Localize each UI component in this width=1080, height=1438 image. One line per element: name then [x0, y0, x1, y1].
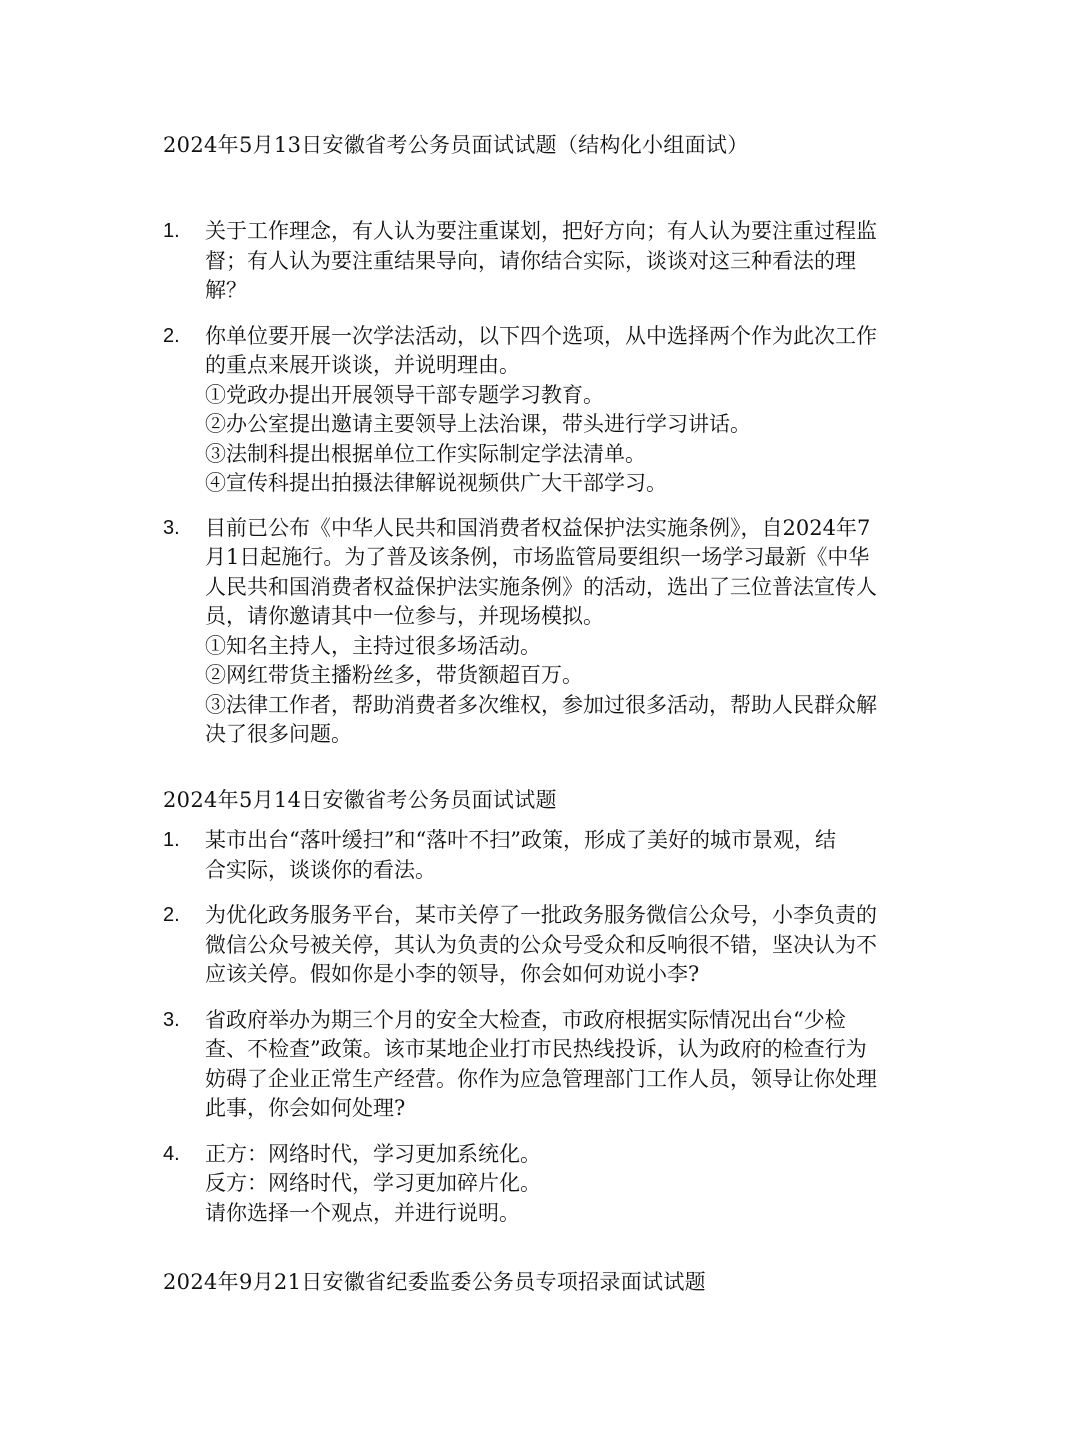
option-line: ①党政办提出开展领导干部专题学习教育。	[205, 382, 604, 407]
question-text-line: 请你选择一个观点，并进行说明。	[205, 1200, 520, 1225]
question-item	[163, 826, 913, 885]
option-line: ②网红带货主播粉丝多，带货额超百万。	[205, 663, 583, 687]
question-text-line: 解？	[205, 278, 247, 302]
option-line: ②办公室提出邀请主要领导上法治课，带头进行学习讲话。	[205, 412, 751, 436]
question-number: 3.	[163, 1008, 180, 1031]
option-line: 决了很多问题。	[205, 722, 352, 746]
question-text-line: 你单位要开展一次学法活动，以下四个选项，从中选择两个作为此次工作	[205, 323, 877, 348]
question-text-line: 合实际，谈谈你的看法。	[205, 857, 436, 882]
question-item	[163, 901, 913, 990]
question-item	[163, 322, 913, 499]
question-item	[163, 514, 913, 750]
question-text-line: 员，请你邀请其中一位参与，并现场模拟。	[205, 604, 604, 628]
question-text-line: 目前已公布《中华人民共和国消费者权益保护法实施条例》，自2024年7	[205, 515, 871, 540]
question-text-line: 关于工作理念，有人认为要注重谋划，把好方向；有人认为要注重过程监	[205, 219, 877, 243]
question-number: 2.	[163, 904, 180, 926]
section-title-1: 2024年5月14日安徽省考公务员面试试题	[163, 788, 557, 812]
question-text-line: 某市出台“落叶缓扫”和“落叶不扫”政策，形成了美好的城市景观，结	[205, 828, 836, 852]
question-text-line: 省政府举办为期三个月的安全大检查，市政府根据实际情况出台“少检	[205, 1007, 846, 1032]
option-line: ③法制科提出根据单位工作实际制定学法清单。	[205, 441, 646, 466]
question-number: 1.	[163, 829, 180, 851]
question-item	[163, 1140, 913, 1229]
section-title-2: 2024年9月21日安徽省纪委监委公务员专项招录面试试题	[163, 1270, 706, 1294]
question-text-line: 的重点来展开谈谈，并说明理由。	[205, 353, 520, 377]
question-text-line: 查、不检查”政策。该市某地企业打市民热线投诉，认为政府的检查行为	[205, 1037, 867, 1061]
question-item	[163, 1006, 913, 1124]
question-text-line: 妨碍了企业正常生产经营。你作为应急管理部门工作人员，领导让你处理	[205, 1066, 877, 1091]
question-text-line: 应该关停。假如你是小李的领导，你会如何劝说小李?	[205, 962, 700, 986]
section-title-0: 2024年5月13日安徽省考公务员面试试题（结构化小组面试）	[163, 133, 749, 157]
question-text-line: 督；有人认为要注重结果导向，请你结合实际，谈谈对这三种看法的理	[205, 248, 856, 273]
question-list-1	[163, 826, 913, 1228]
question-number: 2.	[163, 324, 180, 347]
question-text-line: 此事，你会如何处理?	[205, 1096, 406, 1120]
question-text-line: 正方：网络时代，学习更加系统化。	[205, 1141, 541, 1166]
question-text-line: 反方：网络时代，学习更加碎片化。	[205, 1171, 541, 1195]
option-line: ①知名主持人，主持过很多场活动。	[205, 633, 541, 658]
question-number: 4.	[163, 1142, 180, 1165]
option-line: ③法律工作者，帮助消费者多次维权，参加过很多活动，帮助人民群众解	[205, 692, 877, 717]
question-number: 3.	[163, 516, 180, 539]
question-text-line: 月1日起施行。为了普及该条例，市场监管局要组织一场学习最新《中华	[205, 545, 870, 569]
question-text-line: 为优化政务服务平台，某市关停了一批政务服务微信公众号，小李负责的	[205, 903, 877, 927]
option-line: ④宣传科提出拍摄法律解说视频供广大干部学习。	[205, 471, 667, 495]
question-number: 1.	[163, 220, 180, 242]
question-list-0	[163, 217, 913, 750]
question-text-line: 微信公众号被关停，其认为负责的公众号受众和反响很不错，坚决认为不	[205, 932, 877, 957]
question-text-line: 人民共和国消费者权益保护法实施条例》的活动，选出了三位普法宣传人	[205, 574, 877, 599]
question-item	[163, 217, 913, 306]
